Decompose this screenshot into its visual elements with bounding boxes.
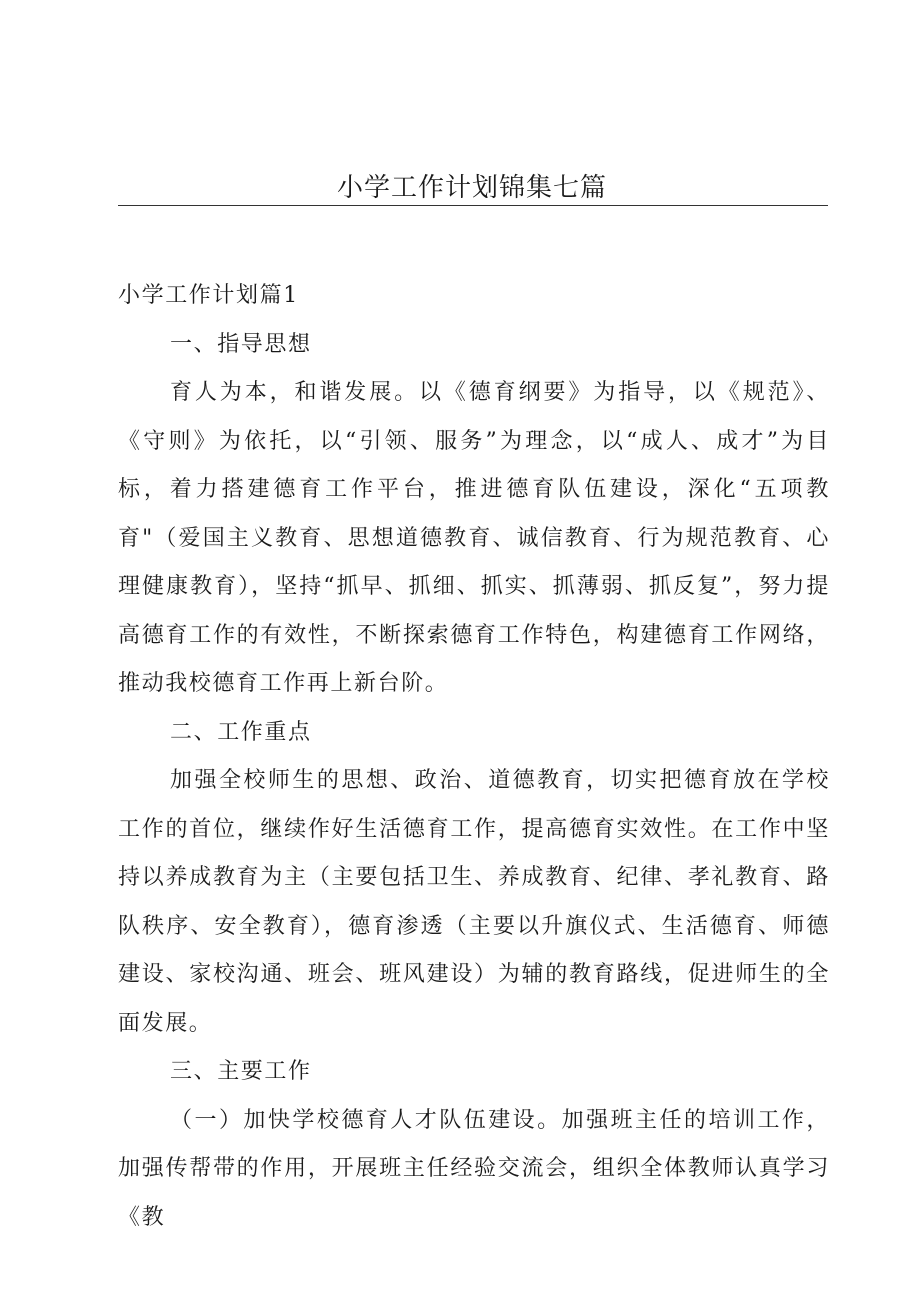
heading-guiding-thought: 一、指导思想: [170, 331, 312, 357]
document-body: [118, 272, 830, 1242]
heading-work-focus: 二、工作重点: [170, 719, 312, 745]
section-heading: 小学工作计划篇1: [118, 283, 299, 308]
paragraph-guiding-thought: 育人为本，和谐发展。以《德育纲要》为指导，以《规范》、《守则》为依托，以“引领、服务”为理念，以“成人、成才”为目标，着力搭建德育工作平台，推进德育队伍建设，深化“五项教育"（爱国主义教育、思想道德教育、诚信教育、行为规范教育、心理健康教育），坚持“抓早、抓细、抓实、抓薄弱、抓反复”，努力提高德育工作的有效性，不断探索德育工作特色，构建德育工作网络，推动我校德育工作再上新台阶。: [118, 380, 830, 696]
heading-main-work: 三、主要工作: [170, 1059, 312, 1084]
paragraph-main-work-1: （一）加快学校德育人才队伍建设。加强班主任的培训工作，加强传帮带的作用，开展班主任经验交流会，组织全体教师认真学习《教: [118, 1107, 830, 1230]
paragraph-work-focus: 加强全校师生的思想、政治、道德教育，切实把德育放在学校工作的首位，继续作好生活德育工作，提高德育实效性。在工作中坚持以养成教育为主（主要包括卫生、养成教育、纪律、孝礼教育、路队秩序、安全教育），德育渗透（主要以升旗仪式、生活德育、师德建设、家校沟通、班会、班风建设）为辅的教育路线，促进师生的全面发展。: [118, 768, 830, 1036]
document-title: 小学工作计划锦集七篇: [336, 173, 607, 203]
title-underline: [118, 205, 828, 206]
